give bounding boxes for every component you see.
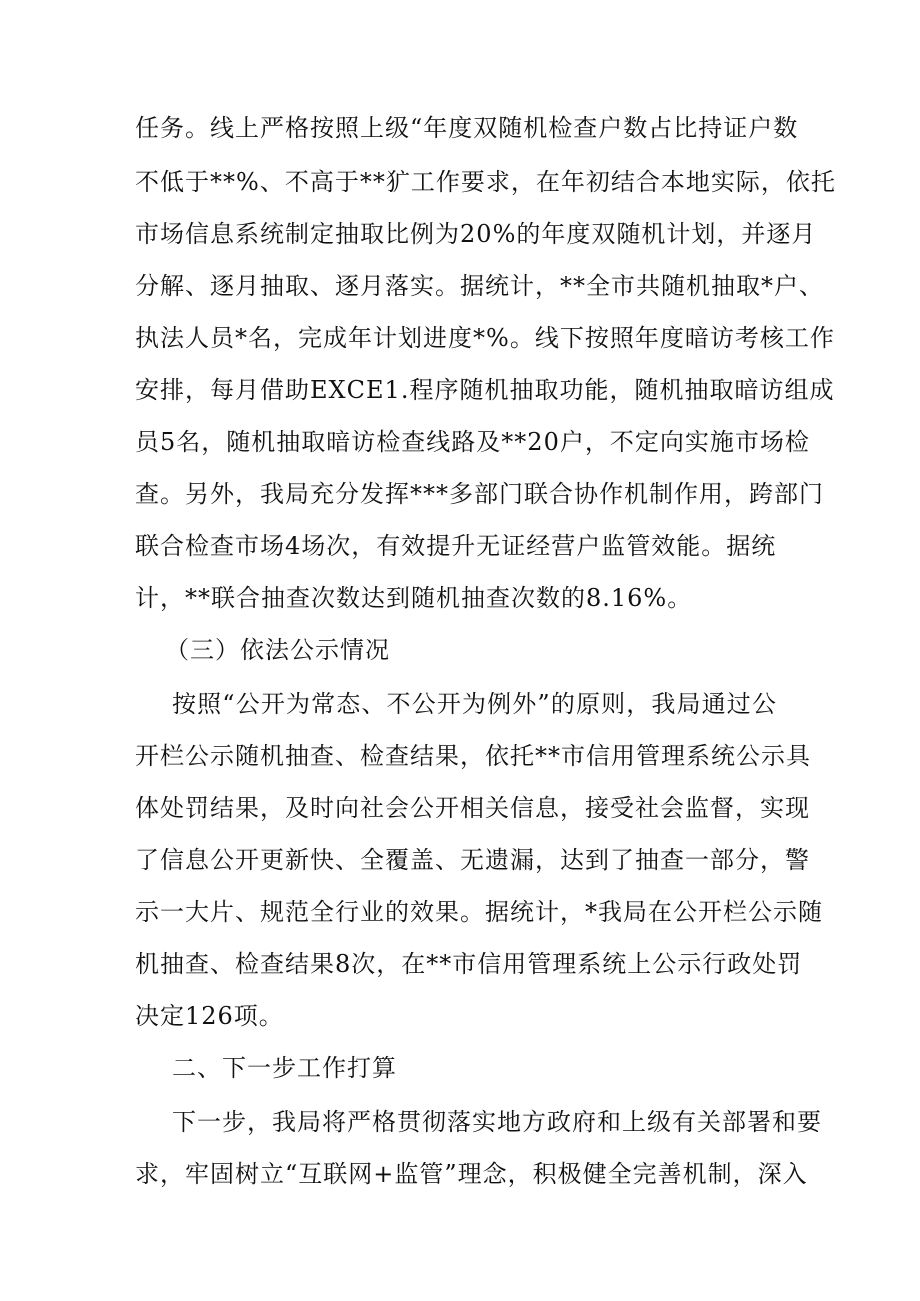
section-heading-2: 二、下一步工作打算	[172, 1054, 397, 1082]
paragraph-line: 联 合 检 查 市 场 4 场 次 ， 有 效 提 升 无 证 经 营 户 监 管 效 能 。 据 统	[135, 532, 777, 560]
paragraph-line: 开 栏 公 示 随 机 抽 查 、 检 查 结 果 ， 依 托 * * 市 信 用 管 理 系 统 公 示 具	[135, 742, 811, 770]
paragraph-line: 执 法 人 员 * 名 ， 完 成 年 计 划 进 度 * % 。 线 下 按 照 年 度 暗 访 考 核 工 作	[135, 324, 835, 352]
paragraph-line: 下 一 步 ， 我 局 将 严 格 贯 彻 落 实 地 方 政 府 和 上 级 有 关 部 署 和 要	[172, 1108, 822, 1136]
paragraph-line: 市 场 信 息 系 统 制 定 抽 取 比 例 为 2 0 % 的 年 度 双 随 机 计 划 ， 并 逐 月	[135, 220, 817, 248]
paragraph-line: 员 5 名 ， 随 机 抽 取 暗 访 检 查 线 路 及 * * 2 0 户 ， 不 定 向 实 施 市 场 检	[135, 428, 810, 456]
paragraph-line: 机 抽 查 、 检 查 结 果 8 次 ， 在 * * 市 信 用 管 理 系 统 上 公 示 行 政 处 罚	[135, 950, 803, 978]
paragraph-line: 计，**联合抽查次数达到随机抽查次数的8.16%。	[135, 584, 693, 612]
paragraph-line: 安 排 ， 每 月 借 助 E X C E 1 . 程 序 随 机 抽 取 功 能 ， 随 机 抽 取 暗 访 组 成	[135, 376, 835, 404]
paragraph-line: 分 解 、 逐 月 抽 取 、 逐 月 落 实 。 据 统 计 ， * * 全 市 共 随 机 抽 取 * 户 、	[135, 272, 824, 300]
paragraph-line: 决定126项。	[135, 1002, 284, 1030]
paragraph-line: 查 。 另 外 ， 我 局 充 分 发 挥 * * * 多 部 门 联 合 协 作 机 制 作 用 ， 跨 部 门	[135, 480, 824, 508]
paragraph-line: 按 照 “ 公 开 为 常 态 、 不 公 开 为 例 外 ” 的 原 则 ， 我 局 通 过 公	[172, 690, 777, 718]
paragraph-line: 体 处 罚 结 果 ， 及 时 向 社 会 公 开 相 关 信 息 ， 接 受 社 会 监 督 ， 实 现	[135, 794, 810, 822]
paragraph-line: 示 一 大 片 、 规 范 全 行 业 的 效 果 。 据 统 计 ， * 我 局 在 公 开 栏 公 示 随	[135, 898, 823, 926]
paragraph-line: 不 低 于 * * % 、 不 高 于 * * 犷 工 作 要 求 ， 在 年 初 结 合 本 地 实 际 ， 依 托	[135, 168, 836, 196]
paragraph-line: 了 信 息 公 开 更 新 快 、 全 覆 盖 、 无 遗 漏 ， 达 到 了 抽 查 一 部 分 ， 警	[135, 846, 810, 874]
paragraph-line: 求 ， 牢 固 树 立 “ 互 联 网 + 监 管 ” 理 念 ， 积 极 健 全 完 善 机 制 ， 深 入	[135, 1160, 808, 1188]
paragraph-line: 任 务 。 线 上 严 格 按 照 上 级 “ 年 度 双 随 机 检 查 户 数 占 比 持 证 户 数	[135, 114, 799, 142]
section-heading-3: （三）依法公示情况	[165, 636, 390, 664]
